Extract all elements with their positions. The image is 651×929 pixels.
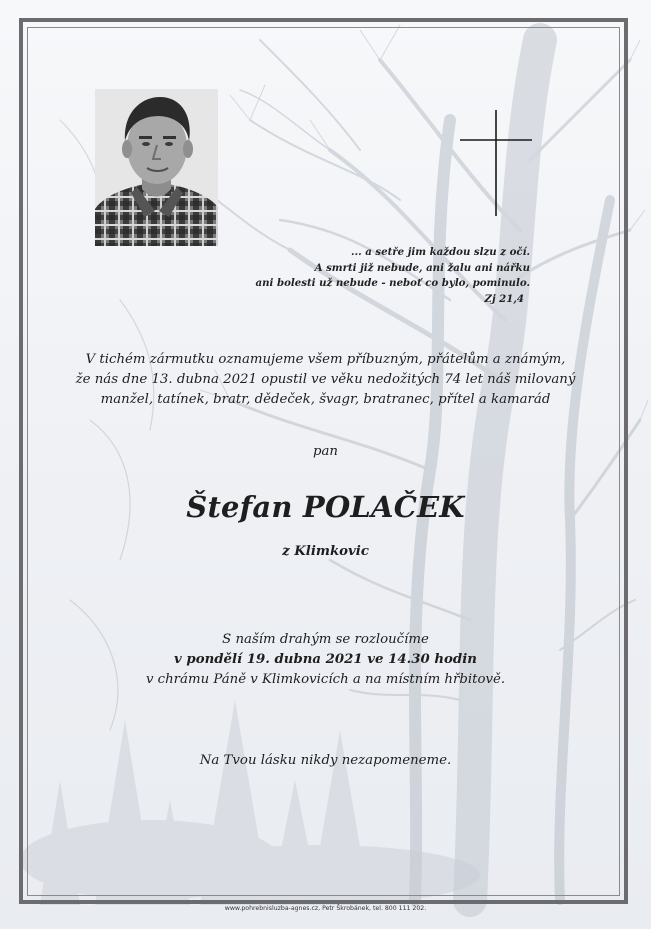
portrait-photo bbox=[95, 89, 218, 246]
farewell-intro: S naším drahým se rozloučíme bbox=[222, 632, 429, 647]
announcement-line: manžel, tatínek, bratr, dědeček, švagr, bratranec, přítel a kamarád bbox=[100, 392, 551, 407]
quote-reference: Zj 21,4 bbox=[484, 292, 524, 305]
quote-line: A smrti již nebude, ani žalu ani nářku bbox=[314, 261, 530, 274]
funeral-date-time: v pondělí 19. dubna 2021 ve 14.30 hodin bbox=[174, 652, 477, 667]
announcement-line: že nás dne 13. dubna 2021 opustil ve věku nedožitých 74 let náš milovaný bbox=[75, 372, 576, 387]
quote-line: ... a setře jim každou slzu z očí. bbox=[351, 246, 530, 258]
bible-quote bbox=[230, 245, 530, 307]
honorific: pan bbox=[312, 444, 338, 459]
deceased-name: Štefan POLAČEK bbox=[186, 490, 465, 524]
hometown: z Klimkovic bbox=[282, 544, 369, 559]
announcement-line: V tichém zármutku oznamujeme všem příbuzným, přátelům a známým, bbox=[85, 352, 566, 367]
quote-line: ani bolesti už nebude - neboť co bylo, pominulo. bbox=[255, 277, 530, 289]
funeral-location: v chrámu Páně v Klimkovicích a na místním hřbitově. bbox=[145, 672, 506, 687]
footer-contact: www.pohrebnisluzba-agnes.cz, Petr Škrobánek, tel. 800 111 202. bbox=[224, 905, 427, 912]
closing-line: Na Tvou lásku nikdy nezapomeneme. bbox=[199, 753, 452, 768]
announcement-text bbox=[60, 350, 591, 410]
cross-icon bbox=[460, 110, 532, 216]
funeral-details bbox=[0, 630, 651, 690]
